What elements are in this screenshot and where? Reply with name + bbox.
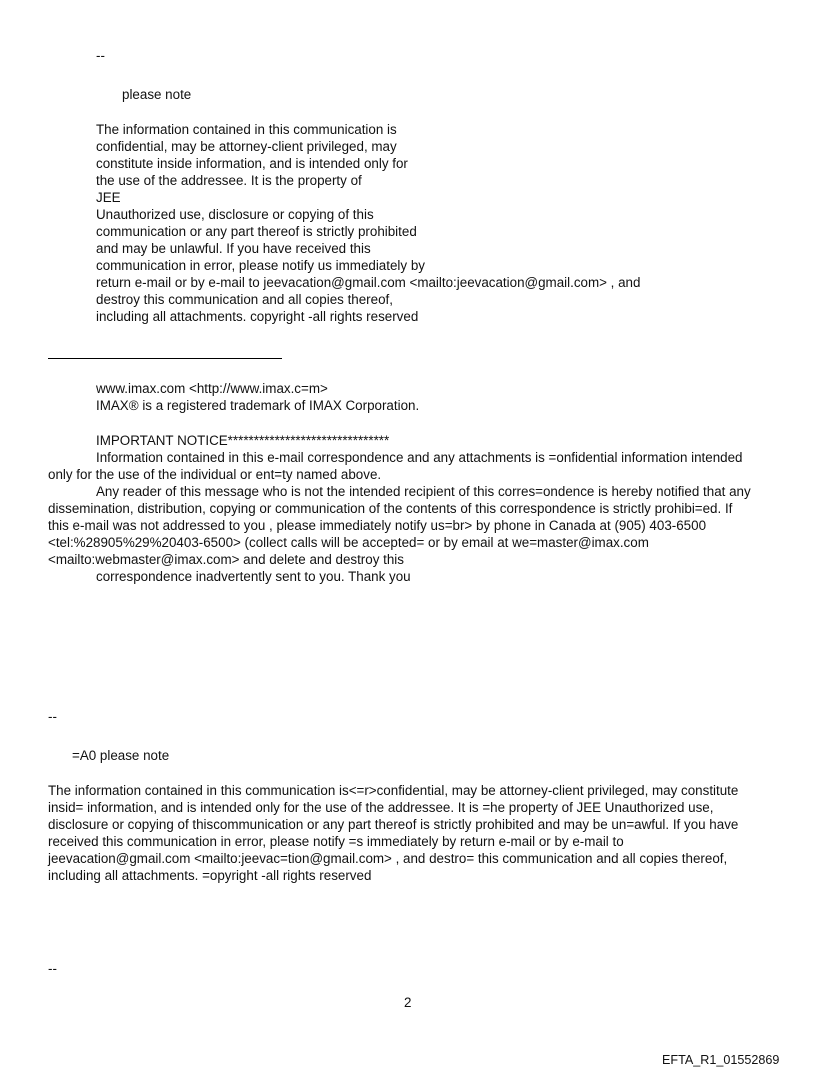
notice-line: confidential, may be attorney-client privileged, may bbox=[96, 139, 397, 154]
notice-line: this e-mail was not addressed to you , please immediately notify us=br> by phone in Canada at (905) 403-6500 bbox=[48, 518, 707, 533]
notice-line: and may be unlawful. If you have received this bbox=[96, 241, 371, 256]
notice-line: destroy this communication and all copies thereof, bbox=[96, 292, 393, 307]
notice-line: <tel:%28905%29%20403-6500> (collect calls will be accepted= or by email at we=master@imax.com bbox=[48, 535, 649, 550]
notice-line: communication or any part thereof is strictly prohibited bbox=[96, 224, 417, 239]
notice-line: Information contained in this e-mail correspondence and any attachments is =onfidential information intended bbox=[96, 450, 743, 465]
notice-line: <mailto:webmaster@imax.com> and delete and destroy this bbox=[48, 552, 404, 567]
notice-line: the use of the addressee. It is the property of bbox=[96, 173, 362, 188]
notice-line: The information contained in this communication is<=r>confidential, may be attorney-client privileged, may constitute bbox=[48, 783, 739, 798]
notice-line: The information contained in this communication is bbox=[96, 122, 397, 137]
important-notice-heading: IMPORTANT NOTICE******************************* bbox=[96, 433, 390, 448]
separator-dash: -- bbox=[48, 709, 57, 724]
horizontal-rule bbox=[48, 358, 282, 359]
document-id: EFTA_R1_01552869 bbox=[662, 1053, 780, 1067]
please-note-heading: =A0 please note bbox=[72, 748, 170, 763]
notice-line: JEE bbox=[96, 190, 121, 205]
notice-line: communication in error, please notify us immediately by bbox=[96, 258, 425, 273]
notice-line: insid= information, and is intended only for the use of the addressee. It is =he property of JEE Unauthorized use, bbox=[48, 800, 714, 815]
page-number: 2 bbox=[404, 995, 412, 1010]
notice-line: return e-mail or by e-mail to jeevacation@gmail.com <mailto:jeevacation@gmail.com> , and bbox=[96, 275, 641, 290]
notice-line: constitute inside information, and is intended only for bbox=[96, 156, 408, 171]
notice-line: including all attachments. copyright -all rights reserved bbox=[96, 309, 419, 324]
notice-line: jeevacation@gmail.com <mailto:jeevac=tion@gmail.com> , and destro= this communication and all copies thereof, bbox=[48, 851, 728, 866]
imax-trademark: IMAX® is a registered trademark of IMAX Corporation. bbox=[96, 398, 420, 413]
please-note-heading: please note bbox=[122, 87, 192, 102]
notice-line: Any reader of this message who is not the intended recipient of this corres=ondence is hereby notified that any bbox=[96, 484, 751, 499]
notice-line: only for the use of the individual or ent=ty named above. bbox=[48, 467, 382, 482]
notice-line: Unauthorized use, disclosure or copying of this bbox=[96, 207, 374, 222]
separator-dash: -- bbox=[96, 48, 105, 63]
notice-line: received this communication in error, please notify =s immediately by return e-mail or by e-mail to bbox=[48, 834, 624, 849]
notice-line: disclosure or copying of thiscommunication or any part thereof is strictly prohibited and may be un=awful. If you have bbox=[48, 817, 739, 832]
imax-link[interactable]: www.imax.com <http://www.imax.c=m> bbox=[96, 381, 328, 396]
notice-line: including all attachments. =opyright -all rights reserved bbox=[48, 868, 372, 883]
separator-dash: -- bbox=[48, 961, 57, 976]
notice-line: dissemination, distribution, copying or communication of the contents of this correspondence is strictly prohibi=ed. If bbox=[48, 501, 733, 516]
notice-line: correspondence inadvertently sent to you. Thank you bbox=[96, 569, 411, 584]
